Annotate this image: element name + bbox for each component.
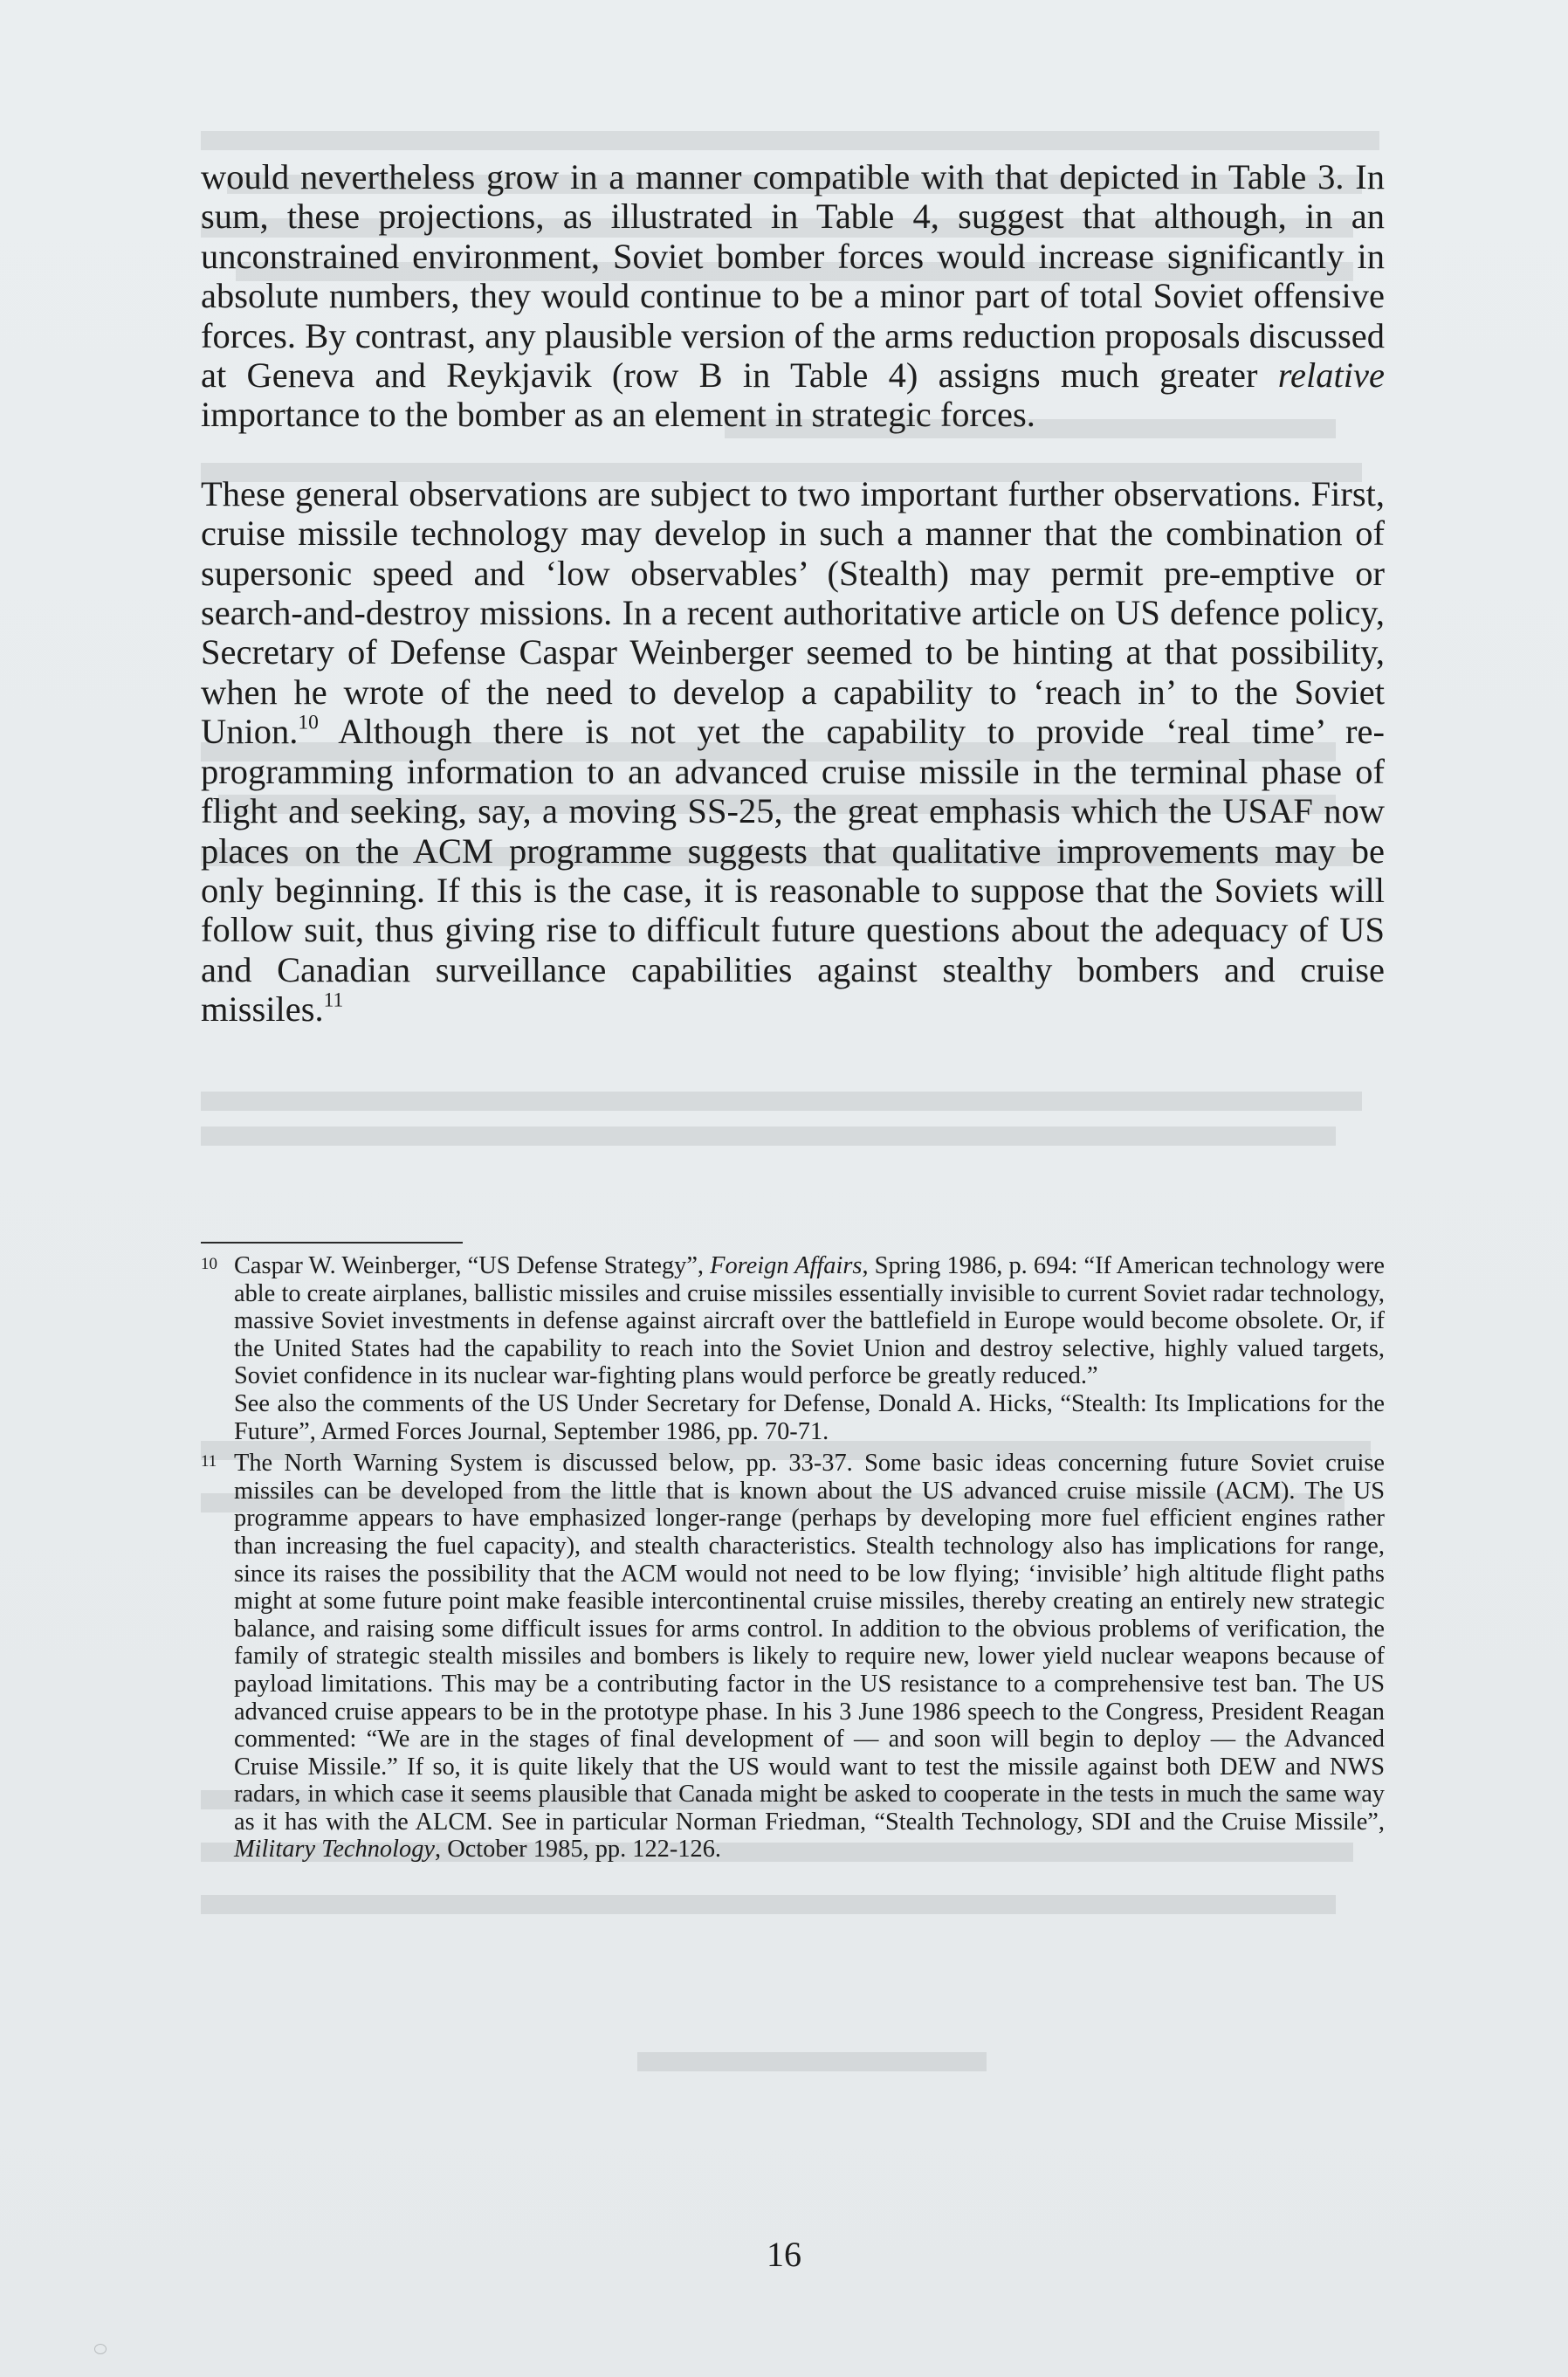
footnote-ref-10: 10 — [298, 711, 319, 734]
emphasis-relative: relative — [1277, 355, 1385, 396]
footnote-10-see-also: See also the comments of the US Under Secretary for Defense, Donald A. Hicks, “Stealth: Its Implications for the Future”, Armed Forces Journal, September 1986, pp. 70-71. — [234, 1389, 1385, 1445]
footnote-mark: 11 — [201, 1452, 217, 1471]
paragraph-2: These general observations are subject to two important further observations. First, cruise missile technology may develop in such a manner that the combination of supersonic speed and ‘low observables’ (Stealth) may permit pre-emptive or search-and-destroy missions. In a recent authoritative article on US defence policy, Secretary of Defense Caspar Weinberger seemed to be hinting at that possibility, when he wrote of the need to develop a capability to ‘reach in’ to the Soviet Union.$^{10}$ Although there is not yet the capability to provide ‘real time’ re-programming information to an advanced cruise missile in the terminal phase of flight and seeking, say, a moving SS-25, the great emphasis which the USAF now places on the ACM programme suggests that qualitative improvements may be only beginning. If this is the case, it is reasonable to suppose that the Soviets will follow suit, thus giving rise to difficult future questions about the adequacy of US and Canadian surveillance capabilities against stealthy bombers and cruise missiles.$^{11}$ — [201, 473, 1385, 1030]
footnote-11-text: The North Warning System is discussed below, pp. 33-37. Some basic ideas concerning future Soviet cruise missiles can be developed from the little that is known about the US advanced cruise missile (ACM). The US programme appears to have emphasized longer-range (perhaps by developing more fuel efficient engines rather than increasing the fuel capacity), and stealth characteristics. Stealth technology also has implications for range, since its raises the possibility that the ACM would not need to be low flying; ‘invisible’ high altitude flight paths might at some future point make feasible intercontinental cruise missiles, thereby creating an entirely new strategic balance, and raising some difficult issues for arms control. In addition to the obvious problems of verification, the family of strategic stealth missiles and bombers is likely to require new, lower yield nuclear weapons because of payload limitations. This may be a contributing factor in the US resistance to a comprehensive test ban. The US advanced cruise appears to be in the prototype phase. In his 3 June 1986 speech to the Congress, President Reagan commented: “We are in the stages of final development of — and soon will begin to deploy — the Advanced Cruise Missile.” If so, it is quite likely that the US would want to test the missile against both DEW and NWS radars, in which case it seems plausible that Canada might be asked to cooperate in the tests in much the same way as it has with the ALCM. See in particular Norman Friedman, “Stealth Technology, SDI and the Cruise Missile”, Military Technology, October 1985, pp. 122-126. — [234, 1450, 1385, 1864]
body-text — [201, 157, 1385, 1030]
footnote-ref-11: 11 — [323, 989, 344, 1012]
footnote-rule — [201, 1242, 463, 1244]
page-number: 16 — [767, 2235, 801, 2274]
paragraph-1: would nevertheless grow in a manner compatible with that depicted in Table 3. In sum, these projections, as illustrated in Table 4, suggest that although, in an unconstrained environment, Soviet bomber forces would increase significantly in absolute numbers, they would continue to be a minor part of total Soviet offensive forces. By contrast, any plausible version of the arms reduction proposals discussed at Geneva and Reykjavik (row B in Table 4) assigns much greater relative importance to the bomber as an element in strategic forces. — [201, 157, 1385, 435]
footnotes — [201, 1252, 1385, 1864]
footnote-10 — [201, 1252, 1385, 1445]
footnote-11 — [201, 1450, 1385, 1864]
footnote-mark: 10 — [201, 1255, 217, 1273]
footnote-10-text: Caspar W. Weinberger, “US Defense Strategy”, Foreign Affairs, Spring 1986, p. 694: “If American technology were able to create airplanes, ballistic missiles and cruise missiles essentially invisible to current Soviet radar technology, massive Soviet investments in defense against aircraft over the battlefield in Europe would become obsolete. Or, if the United States had the capability to reach into the Soviet Union and destroy selective, highly valued targets, Soviet confidence in its nuclear war-fighting plans would perforce be greatly reduced.” — [234, 1252, 1385, 1390]
paper-speck — [94, 2344, 107, 2354]
